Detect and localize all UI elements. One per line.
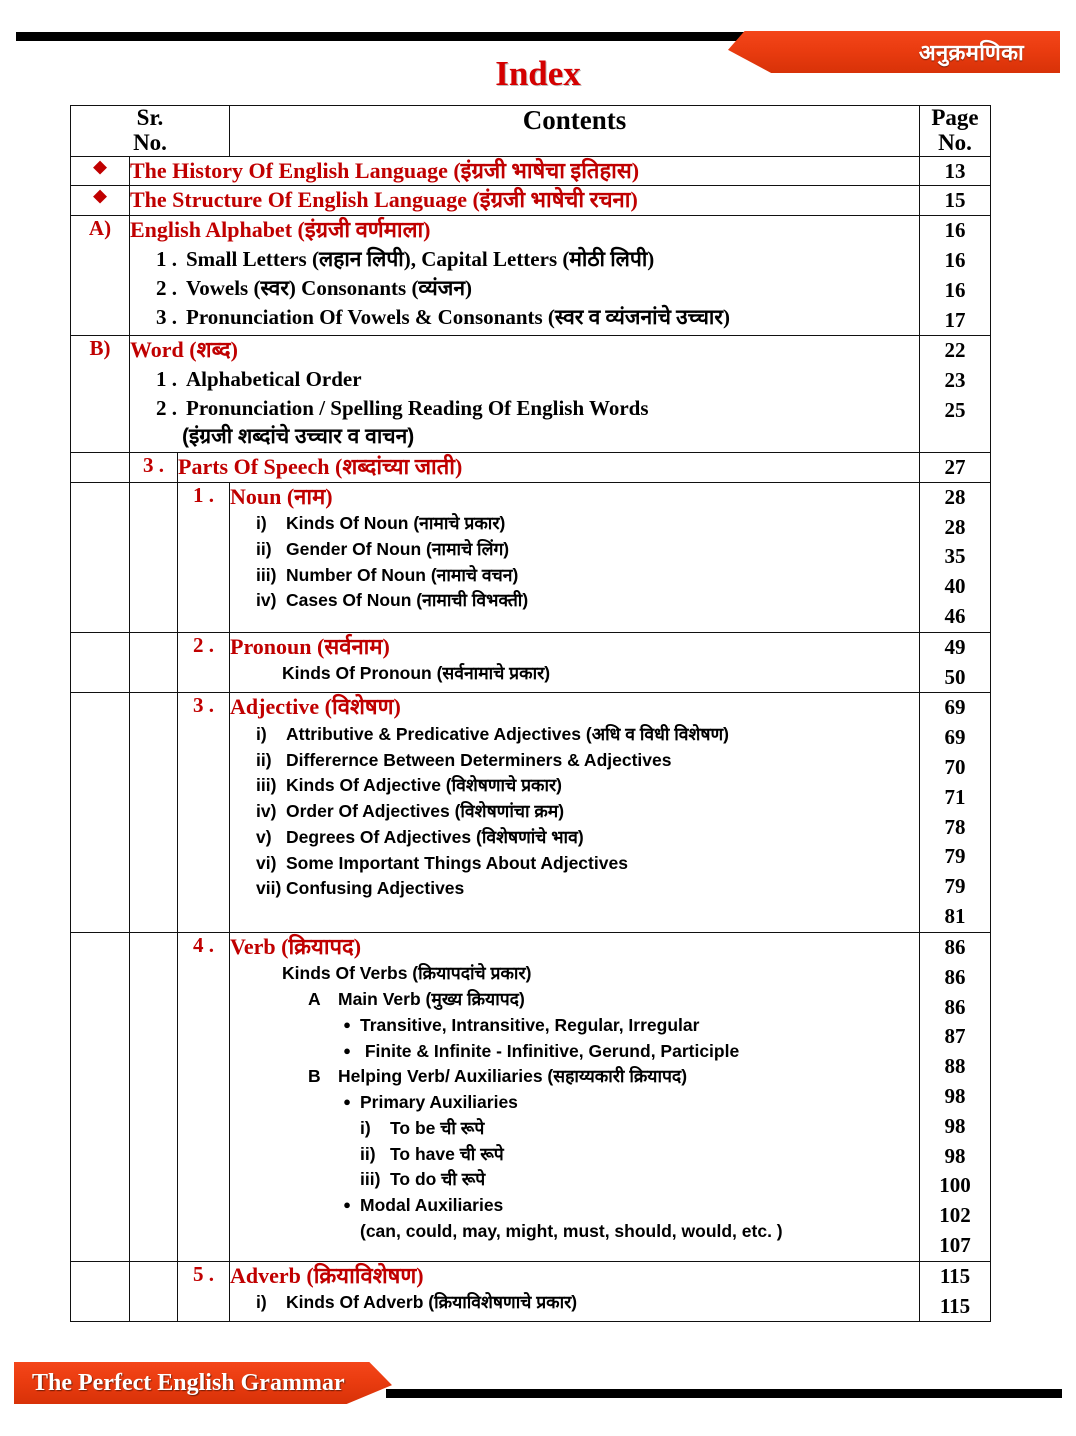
entry-title: Pronoun (सर्वनाम) [230,633,390,659]
row-page-group [920,932,991,1261]
row-page: 71 [944,784,966,809]
row-content [230,693,920,933]
bullet-icon: ● [343,1016,351,1032]
sub-item-marker: A [308,989,321,1010]
row-page-group [920,482,991,632]
sub-item [230,1290,919,1316]
sub-item-label: Some Important Things About Adjectives [286,852,628,873]
row-page: 69 [944,695,966,720]
sub-item-label: Vowels (स्वर) Consonants (व्यंजन) [186,275,473,300]
entry-title: Noun (नाम) [230,483,333,509]
column-header-page-no [920,106,991,157]
sub-item-marker: i) [256,723,267,744]
sub-item-label: Finite & Infinite - Infinitive, Gerund, Participle [360,1040,740,1061]
sub-item-label: Modal Auxiliaries [360,1194,504,1215]
sub-item-number: 3 . [156,304,177,329]
empty-level2-cell [130,693,178,933]
page-no-line-2: No. [938,129,972,155]
sub-item-label: Attributive & Predicative Adjectives (अधि व विधी विशेषण) [286,723,729,744]
sub-item [230,851,919,877]
column-header-sr-no [71,106,230,157]
row-page: 28 [944,514,966,539]
sub-item-marker: i) [256,1292,267,1313]
sub-item-marker: ii) [256,749,272,770]
sub-item [230,773,919,799]
sub-item-label: To be ची रूपे [390,1117,485,1138]
sub-item [130,274,919,303]
sub-item-label: Degrees Of Adjectives (विशेषणांचे भाव) [286,826,584,847]
row-page: 70 [944,755,966,780]
row-content [178,452,920,482]
sub-item [230,1064,919,1090]
sub-item-label: Helping Verb/ Auxiliaries (सहाय्यकारी क्रियापद) [338,1066,688,1087]
row-page: 25 [944,398,966,423]
row-marker: 3 . [178,693,230,933]
row-page-group [920,632,991,693]
sub-item: Kinds Of Verbs (क्रियापदांचे प्रकार) [282,963,532,984]
table-row[interactable] [71,932,991,1261]
row-content [230,482,920,632]
entry-title: English Alphabet (इंग्रजी वर्णमाला) [130,217,431,243]
sub-item [230,1039,919,1065]
row-page: 22 [944,338,966,363]
entry-title: Parts Of Speech (शब्दांच्या जाती) [178,453,463,479]
bullet-icon: ● [343,1196,351,1212]
empty-level2-cell [130,632,178,693]
sub-item-marker: v) [256,826,272,847]
sub-item [230,799,919,825]
sub-item [230,1013,919,1039]
sr-no-line-2: No. [133,129,167,155]
page-title: Index [495,54,581,93]
sub-item [230,987,919,1013]
header-black-bar [16,32,758,41]
row-page-group [920,336,991,453]
sub-item: Kinds Of Pronoun (सर्वनामाचे प्रकार) [282,663,551,684]
sub-item [230,563,919,589]
row-page: 17 [944,307,966,332]
sub-item-marker: i) [256,513,267,534]
sub-item [130,245,919,274]
row-page: 86 [944,994,966,1019]
row-marker: 4 . [178,932,230,1261]
entry-title: Word (शब्द) [130,337,238,363]
table-row[interactable] [71,156,991,186]
sub-item-label: Main Verb (मुख्य क्रियापद) [338,989,525,1010]
row-page: 69 [944,725,966,750]
row-page: 88 [944,1054,966,1079]
sub-item [230,1142,919,1168]
row-page: 115 [939,1293,971,1318]
row-page-group [920,1261,991,1322]
sub-item [230,1167,919,1193]
sub-item-marker: iv) [256,801,277,822]
sub-item-marker: vii) [256,878,282,899]
row-content [130,216,920,336]
sub-item-label: To do ची रूपे [390,1169,486,1190]
sub-item-continuation: (इंग्रजी शब्दांचे उच्चार व वाचन) [182,424,415,448]
table-row[interactable] [71,216,991,336]
empty-sr-cell [71,452,130,482]
row-page: 46 [944,603,966,628]
sub-item-number: 2 . [156,275,177,300]
sub-item-label: Pronunciation / Spelling Reading Of English Words [186,396,649,420]
bullet-icon: ● [343,1042,351,1058]
sub-item [230,1116,919,1142]
table-header-row [71,106,991,157]
empty-sr-cell [71,482,130,632]
sub-item-label: Small Letters (लहान लिपी), Capital Letters (मोठी लिपी) [186,246,655,271]
row-page-group [920,216,991,336]
header-banner-label: अनुक्रमणिका [918,40,1024,65]
row-marker: 3 . [130,452,178,482]
sub-item [230,748,919,774]
row-content [130,336,920,453]
sub-item-label: Kinds Of Noun (नामाचे प्रकार) [286,513,506,534]
sub-item-label: Pronunciation Of Vowels & Consonants (स्वर व व्यंजनांचे उच्चार) [186,304,730,329]
row-marker: ◆ [71,186,130,216]
sub-item-marker: B [308,1066,321,1087]
sub-item [230,511,919,537]
sub-item-label: Transitive, Intransitive, Regular, Irregular [360,1014,700,1035]
sub-item-label: Primary Auxiliaries [360,1092,518,1113]
sub-item-label: Alphabetical Order [186,367,362,392]
sub-item-marker: iii) [256,775,277,796]
sub-item-marker: vi) [256,852,277,873]
page-footer [0,1358,1076,1408]
entry-title: Adverb (क्रियाविशेषण) [230,1262,424,1288]
row-page: 35 [944,544,966,569]
column-header-contents: Contents [230,106,920,157]
sub-item-number: 1 . [156,367,177,392]
row-page: 13 [920,156,991,186]
empty-sr-cell [71,932,130,1261]
row-page: 115 [939,1263,971,1288]
sub-item [230,1090,919,1116]
row-page-group [920,693,991,933]
row-page: 81 [944,904,966,929]
sub-item-marker: iv) [256,590,277,611]
footer-black-bar [386,1389,1062,1398]
sub-item-marker: i) [360,1117,371,1138]
sub-item-continuation [230,1219,919,1245]
row-page: 102 [939,1203,971,1228]
row-page: 23 [944,368,966,393]
row-marker: A) [71,216,130,336]
row-page: 16 [944,248,966,272]
sub-item-number: 1 . [156,246,177,271]
row-content [230,632,920,693]
sub-item [230,876,919,902]
row-marker: B) [71,336,130,453]
row-marker: 5 . [178,1261,230,1322]
sub-item-label: Cases Of Noun (नामाची विभक्ती) [286,590,529,611]
sub-item-marker: ii) [360,1143,376,1164]
row-page: 87 [944,1024,966,1049]
sub-item-label: Differernce Between Determiners & Adjectives [286,749,672,770]
table-row[interactable] [71,1261,991,1322]
sub-item-label: Order Of Adjectives (विशेषणांचा क्रम) [286,801,565,822]
sub-item-label: Confusing Adjectives [286,878,465,899]
row-page: 50 [944,664,966,689]
sub-item-label: Kinds Of Adjective (विशेषणाचे प्रकार) [286,775,562,796]
row-content [130,186,920,216]
row-marker: 2 . [178,632,230,693]
entry-title: The Structure Of English Language (इंग्रजी भाषेची रचना) [130,187,638,213]
sub-item-marker: iii) [360,1169,381,1190]
table-row[interactable] [71,186,991,216]
entry-title: Verb (क्रियापद) [230,933,362,959]
row-page: 98 [944,1113,966,1138]
index-table [70,105,991,1322]
row-page: 79 [944,874,966,899]
row-page: 49 [944,634,966,659]
row-content [230,1261,920,1322]
row-page: 28 [944,484,966,509]
empty-level2-cell [130,932,178,1261]
table-row[interactable] [71,632,991,693]
table-row[interactable] [71,482,991,632]
row-page: 15 [920,186,991,216]
row-page: 16 [944,218,966,243]
sub-item [230,722,919,748]
sr-no-line-1: Sr. [136,105,164,130]
sub-item [130,365,919,394]
entry-title: Adjective (विशेषण) [230,694,401,720]
page-no-line-1: Page [931,105,979,130]
sub-item [130,394,919,423]
sub-item-number: 2 . [156,396,177,420]
row-content [230,932,920,1261]
sub-item-label: Kinds Of Adverb (क्रियाविशेषणाचे प्रकार) [286,1292,578,1313]
row-page: 107 [939,1233,971,1258]
entry-title: The History Of English Language (इंग्रजी भाषेचा इतिहास) [130,157,640,183]
table-row[interactable] [71,693,991,933]
footer-banner-label: The Perfect English Grammar [32,1369,345,1396]
row-page: 79 [944,844,966,869]
table-row[interactable] [71,452,991,482]
sub-item [230,588,919,614]
empty-level2-cell [130,482,178,632]
row-page: 98 [944,1143,966,1168]
sub-item-marker: ii) [256,539,272,560]
row-marker: ◆ [71,156,130,186]
sub-item-label: (can, could, may, might, must, should, would, etc. ) [360,1220,783,1241]
sub-item-label: To have ची रूपे [390,1143,504,1164]
sub-item [230,537,919,563]
sub-item [230,1193,919,1219]
row-page: 100 [939,1173,971,1198]
sub-item [230,825,919,851]
row-page: 86 [944,964,966,989]
row-page: 86 [944,934,966,959]
row-page: 78 [944,814,966,839]
empty-sr-cell [71,693,130,933]
sub-item-marker: iii) [256,564,277,585]
row-page: 27 [920,452,991,482]
sub-item-label: Number Of Noun (नामाचे वचन) [286,564,519,585]
row-page: 98 [944,1083,966,1108]
bullet-icon: ● [343,1094,351,1110]
row-page: 40 [944,574,966,599]
empty-sr-cell [71,1261,130,1322]
row-marker: 1 . [178,482,230,632]
row-page: 16 [944,277,966,302]
empty-sr-cell [71,632,130,693]
empty-level2-cell [130,1261,178,1322]
sub-item [130,303,919,332]
row-content [130,156,920,186]
sub-item-label: Gender Of Noun (नामाचे लिंग) [286,539,510,560]
table-row[interactable] [71,336,991,453]
